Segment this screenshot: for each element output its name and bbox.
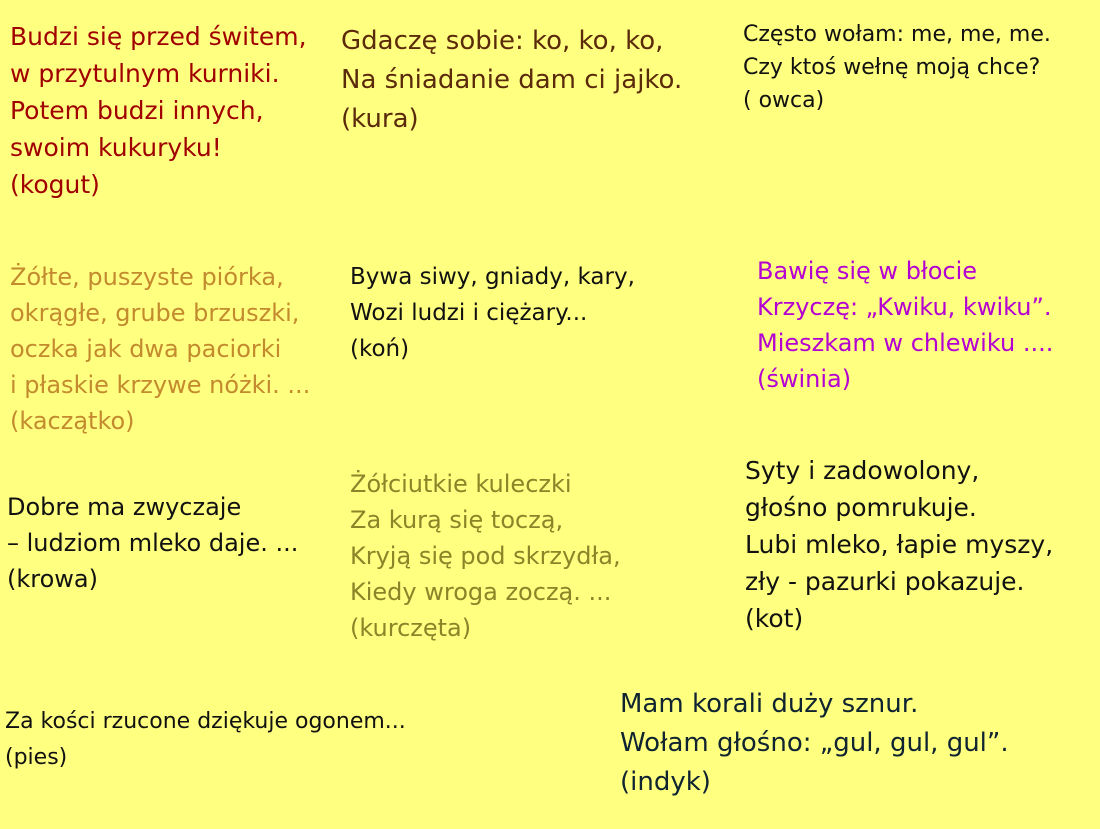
riddle-line: Bawię się w błocie [757, 257, 978, 285]
riddle-line: swoim kukuryku! [10, 133, 222, 162]
riddle-indyk [620, 685, 1009, 802]
riddle-line: zły - pazurki pokazuje. [745, 567, 1025, 596]
riddle-answer: (indyk) [620, 767, 711, 797]
riddle-line: Za kurą się toczą, [350, 506, 564, 534]
riddle-kot [745, 452, 1053, 637]
riddle-kon [350, 259, 635, 367]
riddle-answer: (krowa) [7, 565, 98, 593]
riddle-answer: (pies) [5, 745, 68, 770]
riddle-line: Czy ktoś wełnę moją chce? [743, 55, 1041, 80]
riddle-kogut [10, 18, 307, 203]
riddle-line: Mam korali duży sznur. [620, 689, 919, 719]
riddle-pies [5, 704, 406, 776]
riddle-line: Lubi mleko, łapie myszy, [745, 530, 1054, 559]
riddle-answer: (kaczątko) [10, 407, 135, 435]
riddle-kaczatko [10, 259, 310, 439]
riddle-answer: (kogut) [10, 170, 100, 199]
riddle-swinia [757, 253, 1053, 397]
riddle-krowa [7, 489, 298, 597]
riddle-line: w przytulnym kurniki. [10, 59, 280, 88]
riddle-line: Kiedy wroga zoczą. ... [350, 578, 612, 606]
riddle-answer: (kurczęta) [350, 614, 472, 642]
riddle-line: Na śniadanie dam ci jajko. [341, 65, 683, 95]
riddle-line: Mieszkam w chlewiku .... [757, 329, 1054, 357]
riddle-answer: (koń) [350, 336, 410, 362]
riddle-line: Za kości rzucone dziękuje ogonem... [5, 709, 406, 734]
riddle-kurczeta [350, 466, 621, 646]
riddle-kura [341, 22, 682, 139]
riddle-line: Budzi się przed świtem, [10, 22, 307, 51]
riddle-line: oczka jak dwa paciorki [10, 335, 282, 363]
riddle-answer: (świnia) [757, 365, 852, 393]
riddle-line: Gdaczę sobie: ko, ko, ko, [341, 26, 664, 56]
riddle-line: Syty i zadowolony, [745, 456, 980, 485]
riddle-line: Często wołam: me, me, me. [743, 22, 1051, 47]
riddle-line: Krzyczę: „Kwiku, kwiku”. [757, 293, 1052, 321]
riddle-line: okrągłe, grube brzuszki, [10, 299, 300, 327]
riddle-owca [743, 18, 1051, 117]
riddle-line: głośno pomrukuje. [745, 493, 977, 522]
riddle-answer: ( owca) [743, 88, 825, 113]
riddle-line: Żółciutkie kuleczki [350, 470, 572, 498]
riddle-line: – ludziom mleko daje. ... [7, 529, 299, 557]
riddle-line: Wołam głośno: „gul, gul, gul”. [620, 728, 1009, 758]
riddle-answer: (kot) [745, 604, 804, 633]
riddle-line: Kryją się pod skrzydła, [350, 542, 621, 570]
riddle-answer: (kura) [341, 104, 419, 134]
riddle-line: Żółte, puszyste piórka, [10, 263, 284, 291]
riddle-line: i płaskie krzywe nóżki. ... [10, 371, 311, 399]
riddle-line: Dobre ma zwyczaje [7, 493, 242, 521]
riddle-line: Bywa siwy, gniady, kary, [350, 264, 635, 290]
riddle-line: Potem budzi innych, [10, 96, 264, 125]
riddle-line: Wozi ludzi i ciężary... [350, 300, 588, 326]
